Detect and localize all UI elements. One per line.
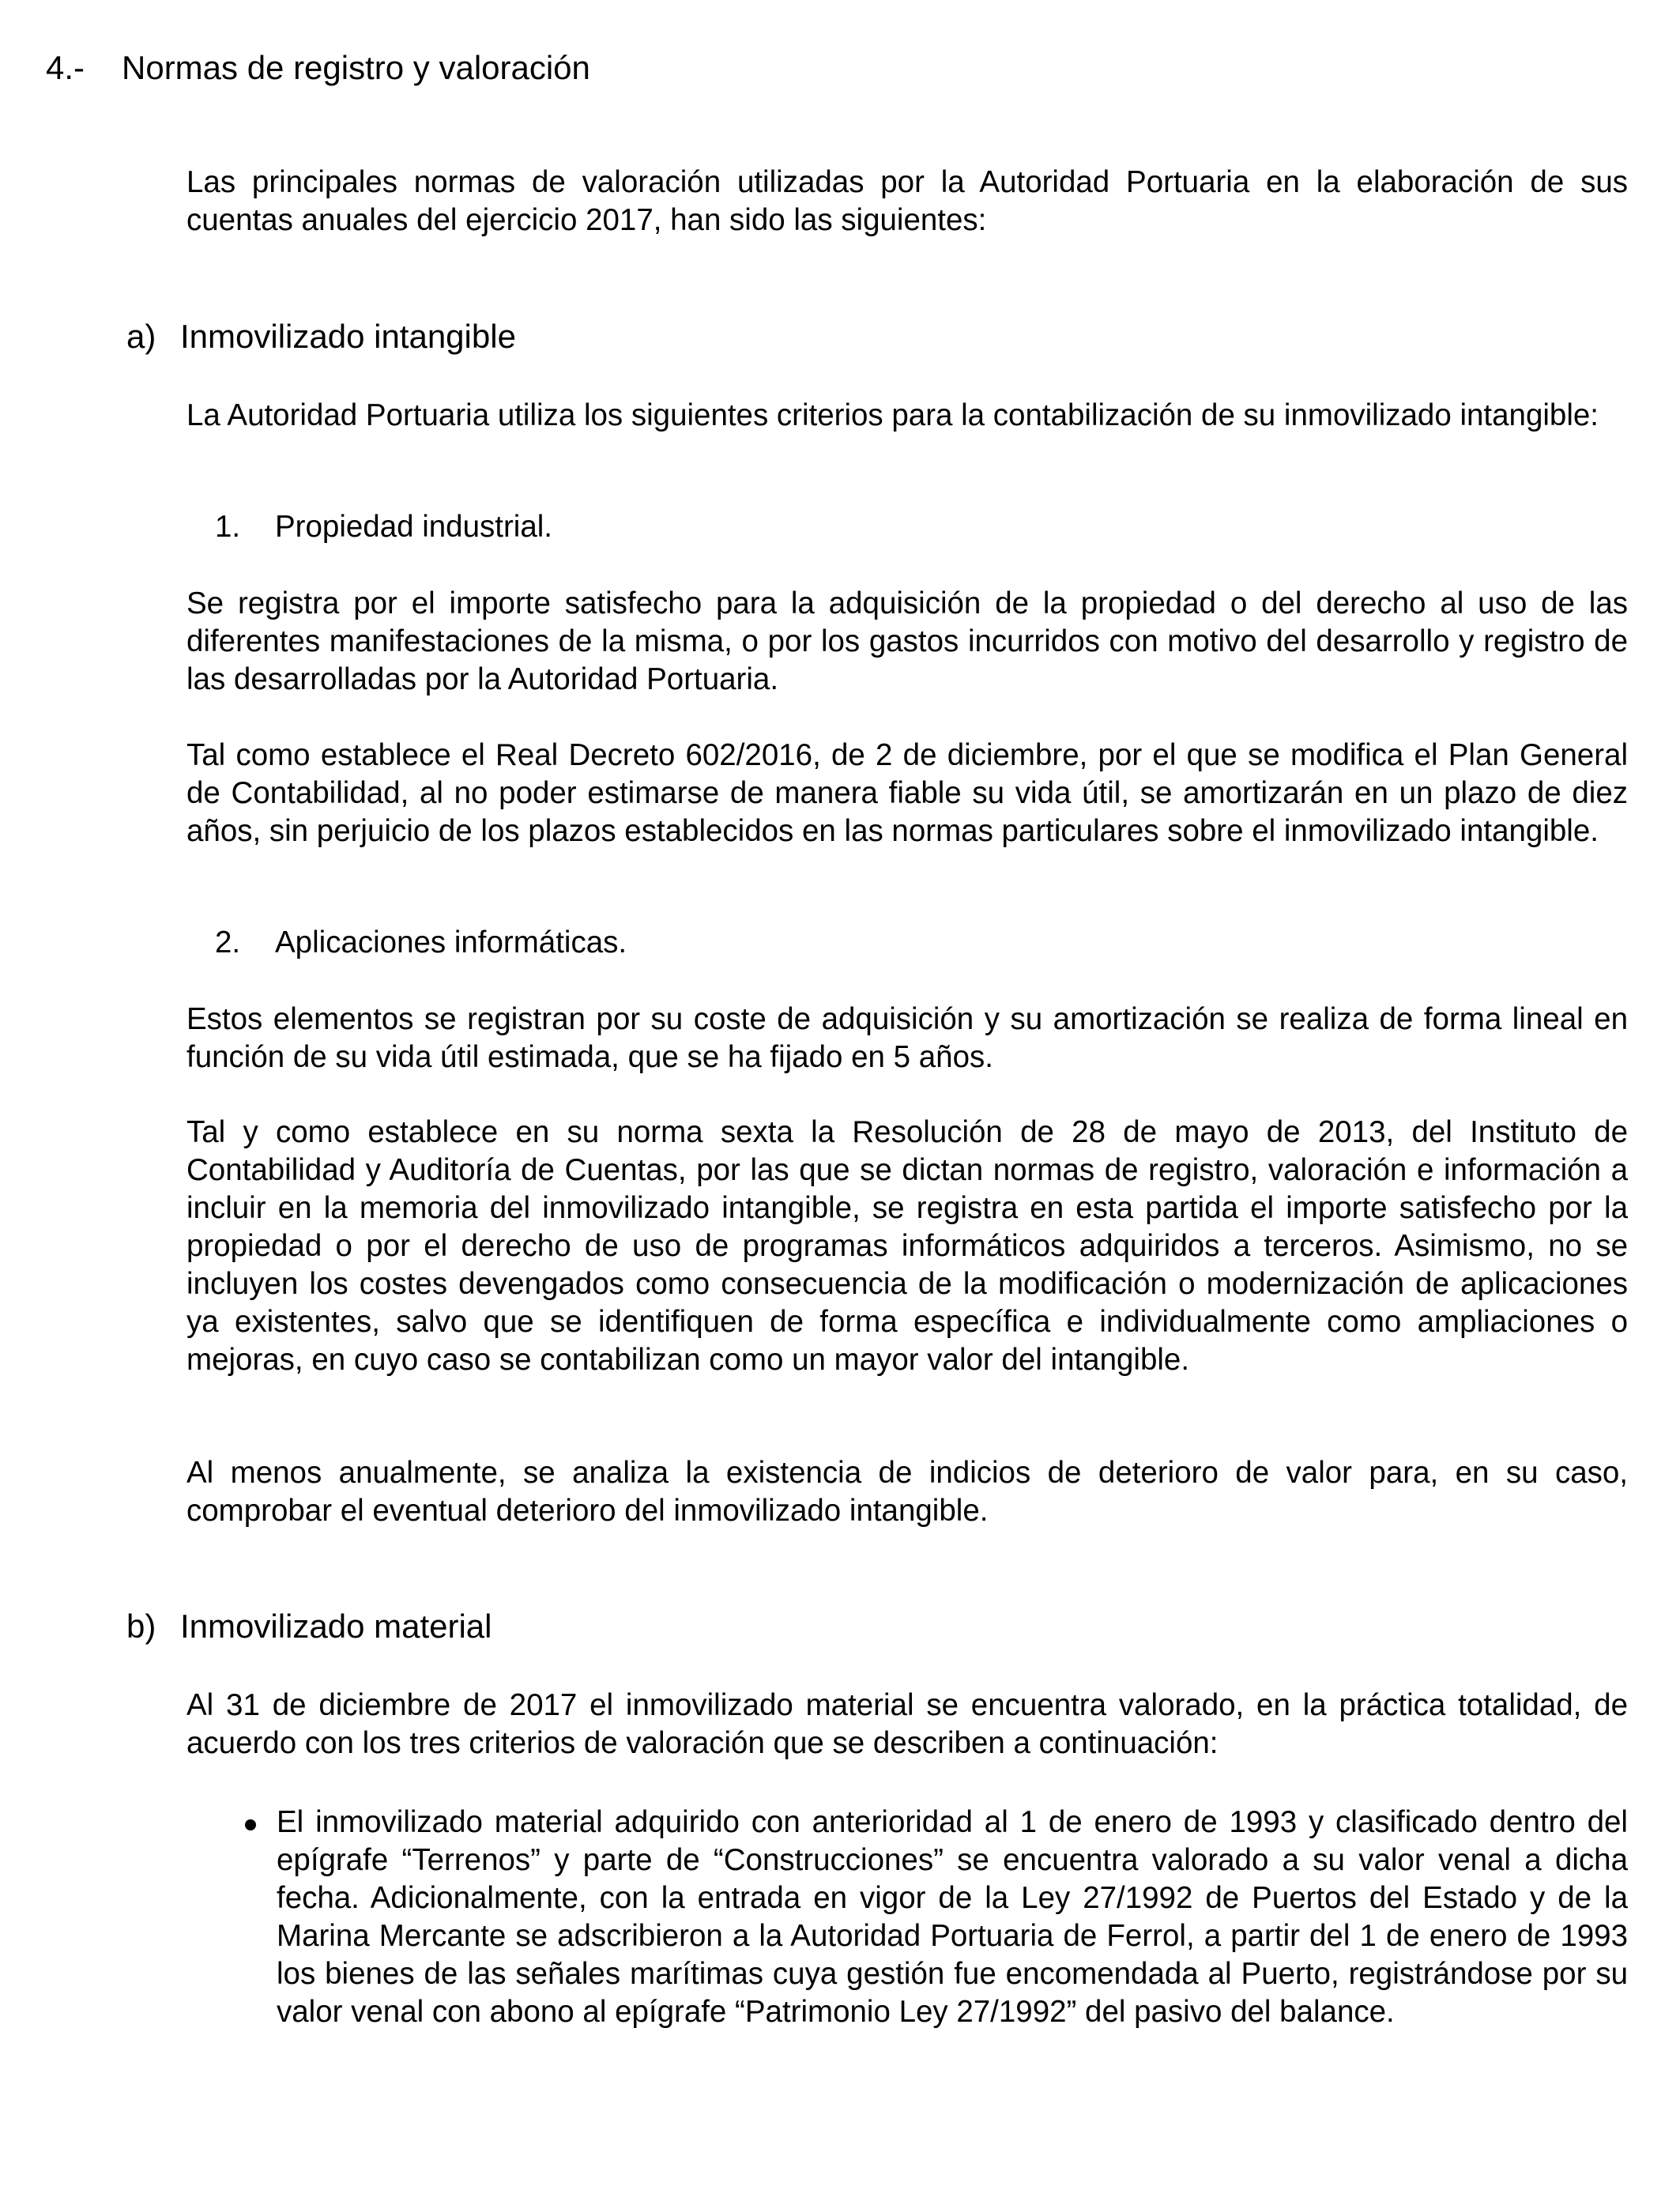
- subsection-b-intro: Al 31 de diciembre de 2017 el inmovilizado material se encuentra valorado, en la práctica totalidad, de acuerdo con los tres criterios de valoración que se describen a continuación:: [186, 1688, 1628, 1760]
- paragraph-propiedad-industrial: Se registra por el importe satisfecho para la adquisición de la propiedad o del derecho al uso de las diferentes manifestaciones de la misma, o por los gastos incurridos con motivo del desarrollo y registro de las desarrolladas por la Autoridad Portuaria.: [186, 586, 1628, 696]
- bullet-icon: [245, 1819, 256, 1830]
- numbered-item-1-number: 1.: [215, 510, 241, 544]
- paragraph-resolucion: Tal y como establece en su norma sexta la Resolución de 28 de mayo de 2013, del Instituto de Contabilidad y Auditoría de Cuentas, por las que se dictan normas de registro, valoración e información a incluir en la memoria del inmovilizado intangible, se registra en esta partida el importe satisfecho por la propiedad o por el derecho de uso de programas informáticos adquiridos a terceros. Asimismo, no se incluyen los costes devengados como consecuencia de la modificación o modernización de aplicaciones ya existentes, salvo que se identifiquen de forma específica e individualmente como ampliaciones o mejoras, en cuyo caso se contabilizan como un mayor valor del intangible.: [186, 1115, 1628, 1377]
- numbered-item-2-label: Aplicaciones informáticas.: [275, 925, 627, 959]
- bullet-item-1: El inmovilizado material adquirido con anterioridad al 1 de enero de 1993 y clasificado dentro del epígrafe “Terrenos” y parte de “Construcciones” se encuentra valorado a su valor venal a dicha fecha. Adicionalmente, con la entrada en vigor de la Ley 27/1992 de Puertos del Estado y de la Marina Mercante se adscribieron a la Autoridad Portuaria de Ferrol, a partir del 1 de enero de 1993 los bienes de las señales marítimas cuya gestión fue encomendada al Puerto, registrándose por su valor venal con abono al epígrafe “Patrimonio Ley 27/1992” del pasivo del balance.: [277, 1805, 1628, 2029]
- paragraph-deterioro: Al menos anualmente, se analiza la existencia de indicios de deterioro de valor para, en su caso, comprobar el eventual deterioro del inmovilizado intangible.: [186, 1456, 1628, 1528]
- subsection-a-title: Inmovilizado intangible: [180, 318, 516, 355]
- section-number: 4.-: [46, 49, 85, 86]
- numbered-item-2: [215, 924, 627, 962]
- paragraph-aplicaciones: Estos elementos se registran por su coste de adquisición y su amortización se realiza de forma lineal en función de su vida útil estimada, que se ha fijado en 5 años.: [186, 1002, 1628, 1074]
- subsection-a-heading: [126, 315, 516, 359]
- subsection-b-heading: [126, 1604, 492, 1649]
- subsection-a-letter: a): [126, 318, 156, 355]
- section-heading: [46, 46, 590, 90]
- numbered-item-1-label: Propiedad industrial.: [275, 510, 552, 544]
- subsection-b-title: Inmovilizado material: [180, 1608, 492, 1645]
- numbered-item-1: [215, 508, 552, 546]
- intro-paragraph: Las principales normas de valoración utilizadas por la Autoridad Portuaria en la elaboración de sus cuentas anuales del ejercicio 2017, han sido las siguientes:: [186, 165, 1628, 237]
- section-title: Normas de registro y valoración: [122, 49, 590, 86]
- subsection-a-intro: La Autoridad Portuaria utiliza los siguientes criterios para la contabilización de su inmovilizado intangible:: [186, 398, 1599, 432]
- subsection-b-letter: b): [126, 1608, 156, 1645]
- numbered-item-2-number: 2.: [215, 925, 241, 959]
- paragraph-real-decreto: Tal como establece el Real Decreto 602/2016, de 2 de diciembre, por el que se modifica el Plan General de Contabilidad, al no poder estimarse de manera fiable su vida útil, se amortizarán en un plazo de diez años, sin perjuicio de los plazos establecidos en las normas particulares sobre el inmovilizado intangible.: [186, 738, 1628, 848]
